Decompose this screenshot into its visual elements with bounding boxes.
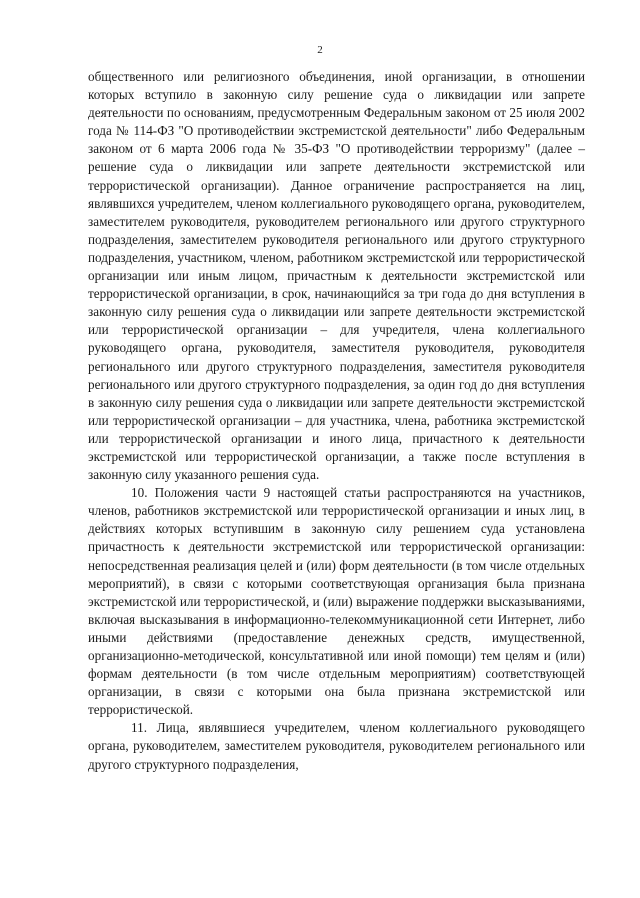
paragraph-continuation: общественного или религиозного объединения, иной организации, в отношении которых вступило в законную силу решение суда о ликвидации или запрете деятельности по основаниям, предусмотренным Федеральным законом от 25 июля 2002 года № 114-ФЗ "О противодействии экстремистской деятельности" либо Федеральным законом от 6 марта 2006 года № 35-ФЗ "О противодействии терроризму" (далее – решение суда о ликвидации или запрете деятельности экстремистской или террористической организации). Данное ограничение распространяется на лиц, являвшихся учредителем, членом коллегиального руководящего органа, руководителем, заместителем руководителя, руководителем регионального или другого структурного подразделения, заместителем руководителя регионального или другого структурного подразделения, участником, членом, работником экстремистской или террористической организации или иным лицом, причастным к деятельности экстремистской или террористической организации, в срок, начинающийся за три года до дня вступления в законную силу решения суда о ликвидации или запрете деятельности экстремистской или террористической организации – для учредителя, члена коллегиального руководящего органа, руководителя, заместителя руководителя, руководителя регионального или другого структурного подразделения, заместителя руководителя регионального или другого структурного подразделения, за один год до дня вступления в законную силу решения суда о ликвидации или запрете деятельности экстремистской или террористической организации – для участника, члена, работника экстремистской или террористической организации и иного лица, причастного к деятельности экстремистской или террористической организации, а также после вступления в законную силу указанного решения суда. — [88, 69, 585, 483]
paragraph-item-10: 10. Положения части 9 настоящей статьи распространяются на участников, членов, работников экстремистской или террористической организации и иных лиц, в действиях которых вступившим в законную силу решением суда установлена причастность к деятельности экстремистской или террористической организации: непосредственная реализация целей и (или) форм деятельности (в том числе отдельных мероприятий), в связи с которыми соответствующая организация была признана экстремистской или террористической, и (или) выражение поддержки высказываниями, включая высказывания в информационно-телекоммуникационной сети Интернет, либо иными действиями (предоставление денежных средств, имущественной, организационно-методической, консультативной или иной помощи) тем целям и (или) формам деятельности (в том числе отдельным мероприятиям) соответствующей организации, в связи с которыми она была признана экстремистской или террористической. — [88, 485, 585, 718]
document-body — [88, 68, 585, 774]
page-number: 2 — [317, 44, 323, 56]
paragraph-item-11: 11. Лица, являвшиеся учредителем, членом коллегиального руководящего органа, руководителем, заместителем руководителя, руководителем регионального или другого структурного подразделения, — [88, 720, 585, 772]
